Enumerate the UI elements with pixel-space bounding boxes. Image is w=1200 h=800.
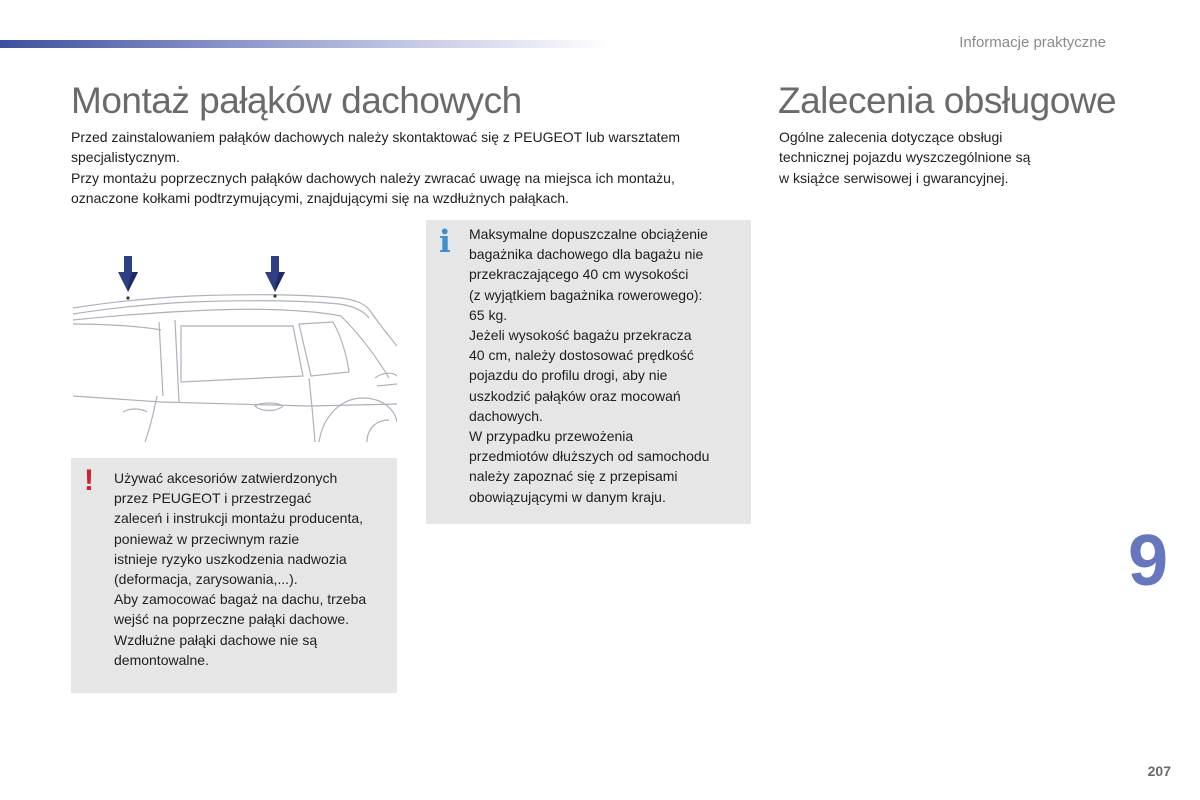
- intro-line: oznaczone kołkami podtrzymującymi, znajdującymi się na wzdłużnych pałąkach.: [71, 189, 570, 206]
- warning-line: ponieważ w przeciwnym razie: [114, 530, 300, 547]
- warning-line: Używać akcesoriów zatwierdzonych: [114, 470, 338, 486]
- maintenance-text: [779, 127, 1079, 188]
- info-line: bagażnika dachowego dla bagażu nie: [469, 246, 704, 263]
- mounting-point: [126, 296, 129, 299]
- warning-line: Wzdłużne pałąki dachowe nie są: [114, 631, 318, 648]
- warning-line: Aby zamocować bagaż na dachu, trzeba: [114, 591, 367, 608]
- info-line: Jeżeli wysokość bagażu przekracza: [469, 327, 692, 344]
- warning-box: [71, 458, 397, 693]
- warning-line: demontowalne.: [114, 651, 209, 668]
- info-line: (z wyjątkiem bagażnika rowerowego):: [469, 286, 703, 303]
- warning-icon: !: [84, 464, 94, 497]
- info-line: Maksymalne dopuszczalne obciążenie: [469, 226, 708, 242]
- warning-line: istnieje ryzyko uszkodzenia nadwozia: [114, 550, 347, 567]
- info-line: przekraczającego 40 cm wysokości: [469, 266, 689, 283]
- info-line: W przypadku przewożenia: [469, 428, 634, 445]
- info-line: pojazdu do profilu drogi, aby nie: [469, 367, 668, 384]
- info-text: [469, 224, 749, 507]
- roof-bars-intro: [71, 127, 751, 208]
- car-roof-bars-illustration: [71, 246, 397, 442]
- info-line: obowiązującymi w danym kraju.: [469, 488, 666, 505]
- maintenance-line: Ogólne zalecenia dotyczące obsługi: [779, 129, 1003, 145]
- page-number: 207: [1147, 763, 1171, 779]
- header-gradient-bar: [0, 40, 610, 48]
- maintenance-title: Zalecenia obsługowe: [778, 80, 1117, 121]
- intro-line: Przy montażu poprzecznych pałąków dachowych należy zwracać uwagę na miejsca ich montażu,: [71, 169, 675, 186]
- info-line: 65 kg.: [469, 306, 508, 323]
- info-line: uszkodzić pałąków oraz mocowań: [469, 387, 681, 404]
- intro-line: Przed zainstalowaniem pałąków dachowych należy skontaktować się z PEUGEOT lub warsztatem: [71, 129, 681, 145]
- warning-line: (deformacja, zarysowania,...).: [114, 571, 298, 588]
- roof-bars-title: Montaż pałąków dachowych: [71, 80, 522, 121]
- warning-line: przez PEUGEOT i przestrzegać: [114, 490, 312, 507]
- maintenance-line: technicznej pojazdu wyszczególnione są: [779, 149, 1031, 166]
- chapter-number: 9: [1128, 521, 1169, 601]
- info-line: należy zapoznać się z przepisami: [469, 468, 678, 485]
- info-icon: i: [439, 224, 451, 260]
- section-label: Informacje praktyczne: [959, 34, 1106, 51]
- arrow-down-icon: [118, 256, 138, 292]
- maintenance-line: w książce serwisowej i gwarancyjnej.: [779, 169, 1009, 186]
- intro-line: specjalistycznym.: [71, 149, 180, 166]
- info-line: 40 cm, należy dostosować prędkość: [469, 347, 694, 364]
- mounting-point: [273, 294, 276, 297]
- warning-line: wejść na poprzeczne pałąki dachowe.: [114, 611, 350, 628]
- info-line: przedmiotów dłuższych od samochodu: [469, 448, 710, 465]
- warning-line: zaleceń i instrukcji montażu producenta,: [114, 510, 364, 527]
- info-line: dachowych.: [469, 407, 543, 424]
- info-box: [426, 220, 751, 524]
- arrow-down-icon: [265, 256, 285, 292]
- warning-text: [114, 468, 394, 670]
